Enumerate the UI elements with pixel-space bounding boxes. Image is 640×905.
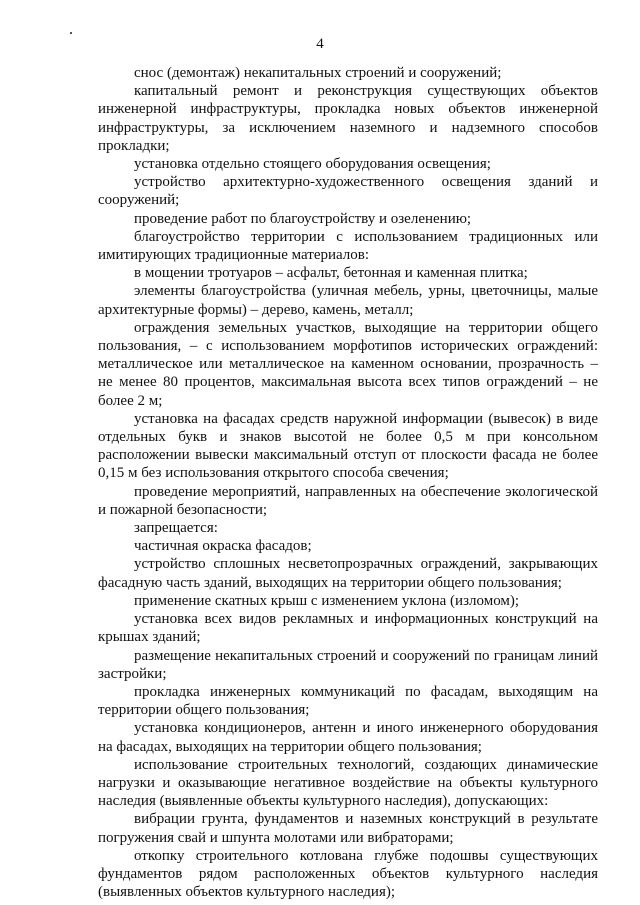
paragraph: благоустройство территории с использованием традиционных или имитирующих традиционные материалов:	[98, 228, 598, 264]
paragraph: элементы благоустройства (уличная мебель, урны, цветочницы, малые архитектурные формы) – дерево, камень, металл;	[98, 283, 598, 318]
paragraph: применение скатных крыш с изменением уклона (изломом);	[134, 592, 520, 609]
paragraph: установка на фасадах средств наружной информации (вывесок) в виде отдельных букв и знаков высотой не более 0,5 м при консольном расположении вывески максимальный отступ от плоскости фасада не более 0,15 м без использования открытого способа свечения;	[98, 410, 598, 482]
paragraph: снос (демонтаж) некапитальных строений и сооружений;	[134, 65, 502, 81]
paragraph: использование строительных технологий, создающих динамические нагрузки и оказывающие негативное воздействие на объекты культурного наследия (выявленные объекты культурного наследия), допускающих:	[98, 756, 598, 810]
paragraph: проведение мероприятий, направленных на обеспечение экологической и пожарной безопасности;	[98, 483, 598, 518]
paragraph: откопку строительного котлована глубже подошвы существующих фундаментов рядом расположенных объектов культурного наследия (выявленных объектов культурного наследия);	[98, 847, 598, 901]
paragraph: частичная окраска фасадов;	[134, 538, 312, 555]
paragraph: установка отдельно стоящего оборудования освещения;	[134, 156, 491, 173]
paragraph: в мощении тротуаров – асфальт, бетонная и каменная плитка;	[134, 265, 528, 282]
paragraph: вибрации грунта, фундаментов и наземных конструкций в результате погружения свай и шпунта молотами или вибраторами;	[98, 811, 598, 846]
scan-speck	[70, 32, 72, 34]
paragraph: проведение работ по благоустройству и озеленению;	[134, 210, 472, 227]
paragraph: установка всех видов рекламных и информационных конструкций на крышах зданий;	[98, 611, 598, 646]
paragraph: прокладка инженерных коммуникаций по фасадам, выходящим на территории общего пользования;	[98, 683, 598, 719]
paragraph: установка кондиционеров, антенн и иного инженерного оборудования на фасадах, выходящих на территории общего пользования;	[98, 720, 598, 755]
paragraph: капитальный ремонт и реконструкция существующих объектов инженерной инфраструктуры, прокладка новых объектов инженерной инфраструктуры, за исключением наземного и надземного способов прокладки;	[98, 83, 598, 154]
page-number: 4	[316, 36, 324, 52]
paragraph: устройство сплошных несветопрозрачных ограждений, закрывающих фасадную часть зданий, выходящих на территории общего пользования;	[98, 556, 598, 591]
document-body	[98, 64, 598, 901]
paragraph: устройство архитектурно-художественного освещения зданий и сооружений;	[98, 174, 598, 209]
paragraph: запрещается:	[134, 520, 218, 537]
paragraph: размещение некапитальных строений и сооружений по границам линий застройки;	[98, 647, 598, 682]
paragraph: ограждения земельных участков, выходящие на территории общего пользования, – с использованием морфотипов исторических ограждений: металлическое или металлическое на каменном основании, прозрачность – не менее 80 процентов, максимальная высота всех типов ограждений – не более 2 м;	[98, 319, 598, 409]
